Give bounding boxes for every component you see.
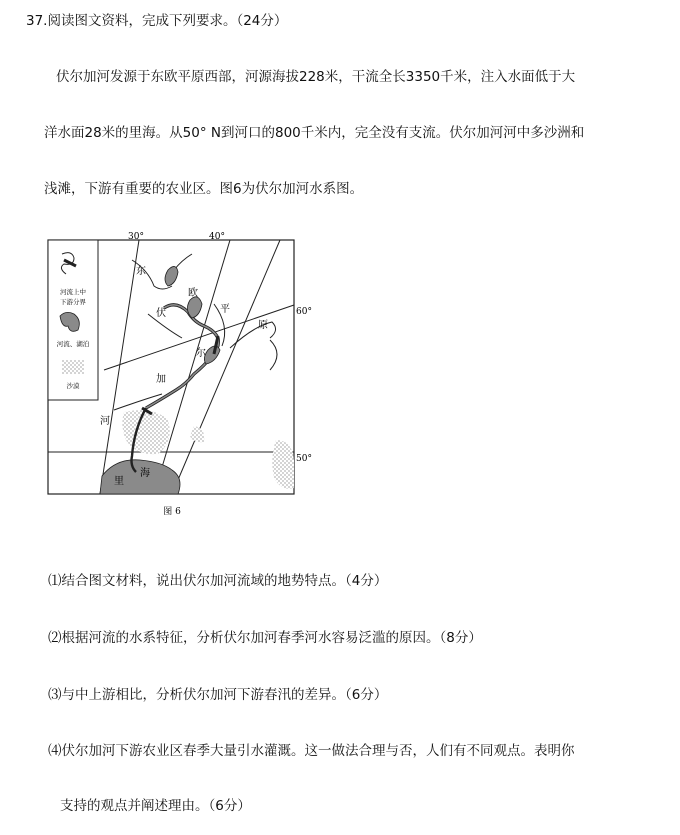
longitude-label-30: 30° xyxy=(128,232,144,242)
subquestion-2: ⑵根据河流的水系特征，分析伏尔加河春季河水容易泛滥的原因。（8分） xyxy=(48,630,482,646)
paragraph-line-3: 浅滩，下游有重要的农业区。图6为伏尔加河水系图。 xyxy=(44,181,364,197)
legend-desert-symbol xyxy=(62,360,84,374)
subquestion-3: ⑶与中上游相比，分析伏尔加河下游春汛的差异。（6分） xyxy=(48,687,388,703)
subquestion-4-line-1: ⑷伏尔加河下游农业区春季大量引水灌溉。这一做法合理与否，人们有不同观点。表明你 xyxy=(48,743,575,759)
sea-label-hai: 海 xyxy=(140,468,150,479)
latitude-label-50: 50° xyxy=(296,454,312,464)
legend-water-label: 河流、湖泊 xyxy=(56,340,90,348)
volga-river-map xyxy=(44,230,340,522)
paragraph-line-2: 洋水面28米的里海。从50° N到河口的800千米内，完全没有支流。伏尔加河河中多沙洲和 xyxy=(44,125,585,141)
latitude-label-60: 60° xyxy=(296,307,312,317)
river-label-er: 尔 xyxy=(196,348,206,359)
longitude-label-40: 40° xyxy=(209,232,225,242)
subquestion-1: ⑴结合图文材料，说出伏尔加河流域的地势特点。（4分） xyxy=(48,573,388,589)
sea-label-li: 里 xyxy=(114,476,124,487)
river-label-fu: 伏 xyxy=(156,308,166,319)
region-label-dong: 东 xyxy=(136,266,146,277)
region-label-ou: 欧 xyxy=(188,288,198,299)
subquestion-4-line-2: 支持的观点并阐述理由。（6分） xyxy=(60,798,251,814)
region-label-ping: 平 xyxy=(220,304,230,315)
legend-boundary-label-1: 河流上中 xyxy=(60,288,86,296)
legend-desert-label: 沙漠 xyxy=(66,382,80,390)
river-label-he: 河 xyxy=(100,416,110,427)
question-heading: 37.阅读图文资料，完成下列要求。（24分） xyxy=(26,13,288,29)
volga-river-map-figure xyxy=(44,230,340,522)
figure-caption: 图 6 xyxy=(163,507,181,517)
legend-boundary-label-2: 下游分界 xyxy=(60,298,86,306)
river-label-jia: 加 xyxy=(156,374,166,385)
region-label-yuan: 原 xyxy=(258,320,268,331)
paragraph-line-1: 伏尔加河发源于东欧平原西部，河源海拔228米，干流全长3350千米，注入水面低于大 xyxy=(56,69,576,85)
